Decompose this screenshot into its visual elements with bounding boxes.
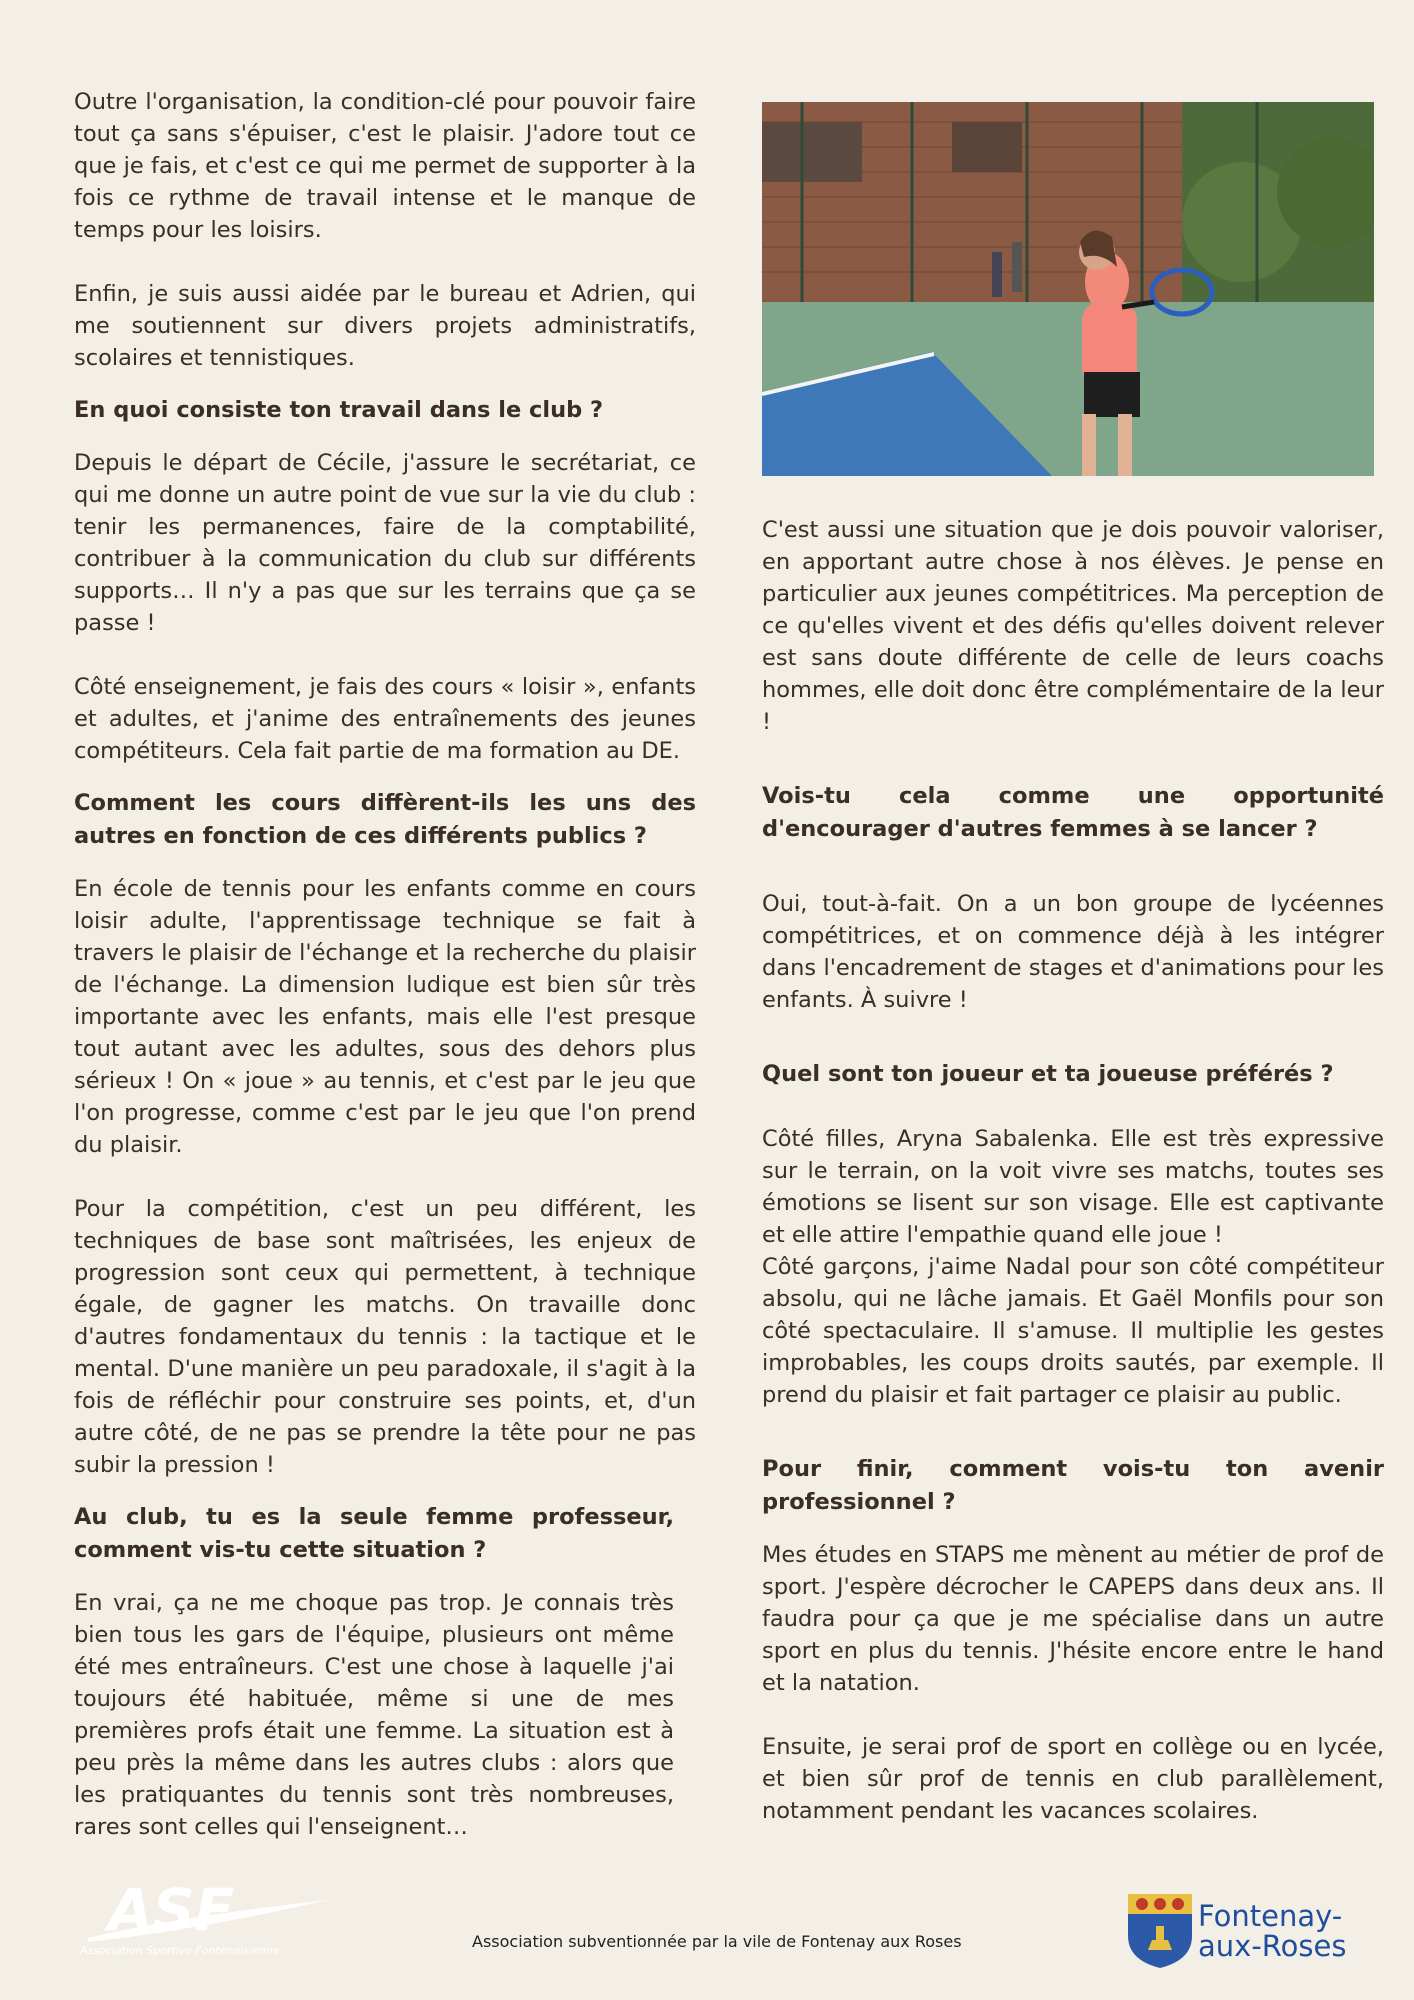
- paragraph: Depuis le départ de Cécile, j'assure le secrétariat, ce qui me donne un autre point de vue sur la vie du club : tenir les permanences, faire de la comptabilité, contribuer à la communication du club sur différents supports… Il n'y a pas que sur les terrains que ça se passe !: [74, 450, 696, 636]
- question-heading: Vois-tu cela comme une opportunité d'encourager d'autres femmes à se lancer ?: [762, 783, 1384, 842]
- footer-subsidy-text: Association subventionnée par la vile de Fontenay aux Roses: [472, 1932, 962, 1951]
- paragraph: Côté garçons, j'aime Nadal pour son côté compétiteur absolu, qui ne lâche jamais. Et Gaël Monfils pour son côté spectaculaire. Il s'amuse. Il multiplie les gestes improbables, les coups droits sautés, par exemple. Il prend du plaisir et fait partager ce plaisir au public.: [762, 1254, 1384, 1408]
- question-heading: Pour finir, comment vois-tu ton avenir professionnel ?: [762, 1456, 1384, 1515]
- paragraph: Oui, tout-à-fait. On a un bon groupe de lycéennes compétitrices, et on commence déjà à les intégrer dans l'encadrement de stages et d'animations pour les enfants. À suivre !: [762, 891, 1384, 1013]
- question-heading: Quel sont ton joueur et ta joueuse préférés ?: [762, 1061, 1334, 1087]
- left-column: [74, 86, 696, 1843]
- tennis-player-photo: [762, 102, 1374, 476]
- svg-text:Association Sportive Fontenais: Association Sportive Fontenaisienne: [80, 1944, 280, 1957]
- question-heading: Comment les cours diffèrent-ils les uns des autres en fonction de ces différents publics ?: [74, 790, 696, 849]
- paragraph: Pour la compétition, c'est un peu différent, les techniques de base sont maîtrisées, les enjeux de progression sont ceux qui permettent, à technique égale, de gagner les matchs. On travaille donc d'autres fondamentaux du tennis : la tactique et le mental. D'une manière un peu paradoxale, il s'agit à la fois de réfléchir pour construire ses points, et, d'un autre côté, de ne pas se prendre la tête pour ne pas subir la pression !: [74, 1196, 696, 1478]
- paragraph: Ensuite, je serai prof de sport en collège ou en lycée, et bien sûr prof de tennis en club parallèlement, notamment pendant les vacances scolaires.: [762, 1734, 1384, 1824]
- paragraph: Côté filles, Aryna Sabalenka. Elle est très expressive sur le terrain, on la voit vivre ses matchs, toutes ses émotions se lisent sur son visage. Elle est captivante et elle attire l'empathie quand elle joue !: [762, 1126, 1384, 1248]
- paragraph: Outre l'organisation, la condition-clé pour pouvoir faire tout ça sans s'épuiser, c'est le plaisir. J'adore tout ce que je fais, et c'est ce qui me permet de supporter à la fois ce rythme de travail intense et le manque de temps pour les loisirs.: [74, 89, 696, 243]
- paragraph: En vrai, ça ne me choque pas trop. Je connais très bien tous les gars de l'équipe, plusieurs ont même été mes entraîneurs. C'est une chose à laquelle j'ai toujours été habituée, même si une de mes premières profs était une femme. La situation est à peu près la même dans les autres clubs : alors que les pratiquantes du tennis sont très nombreuses, rares sont celles qui l'enseignent…: [74, 1590, 674, 1840]
- paragraph: En école de tennis pour les enfants comme en cours loisir adulte, l'apprentissage technique se fait à travers le plaisir de l'échange et la recherche du plaisir de l'échange. La dimension ludique est bien sûr très importante avec les enfants, mais elle l'est presque tout autant avec les adultes, sous des dehors plus sérieux ! On « joue » au tennis, et c'est par le jeu que l'on progresse, comme c'est par le jeu que l'on prend du plaisir.: [74, 876, 696, 1158]
- question-heading: Au club, tu es la seule femme professeur, comment vis-tu cette situation ?: [74, 1504, 674, 1563]
- paragraph: C'est aussi une situation que je dois pouvoir valoriser, en apportant autre chose à nos élèves. Je pense en particulier aux jeunes compétitrices. Ma perception de ce qu'elles vivent et des défis qu'elles doivent relever est sans doute différente de celle de leurs coachs hommes, elle doit donc être complémentaire de la leur !: [762, 517, 1384, 735]
- fontenay-aux-roses-logo: [1126, 1890, 1346, 1970]
- svg-text:aux-Roses: aux-Roses: [1198, 1929, 1346, 1963]
- paragraph: Mes études en STAPS me mènent au métier de prof de sport. J'espère décrocher le CAPEPS dans deux ans. Il faudra pour ça que je me spécialise dans un autre sport en plus du tennis. J'hésite encore entre le hand et la natation.: [762, 1542, 1384, 1696]
- question-heading: En quoi consiste ton travail dans le club ?: [74, 397, 604, 423]
- right-column: [762, 86, 1384, 1827]
- svg-text:Fontenay-: Fontenay-: [1198, 1899, 1343, 1933]
- svg-text:ASF: ASF: [108, 1878, 235, 1944]
- asf-logo: [78, 1878, 338, 1958]
- paragraph: Enfin, je suis aussi aidée par le bureau et Adrien, qui me soutiennent sur divers projets administratifs, scolaires et tennistiques.: [74, 281, 696, 371]
- paragraph: Côté enseignement, je fais des cours « loisir », enfants et adultes, et j'anime des entraînements des jeunes compétiteurs. Cela fait partie de ma formation au DE.: [74, 674, 696, 764]
